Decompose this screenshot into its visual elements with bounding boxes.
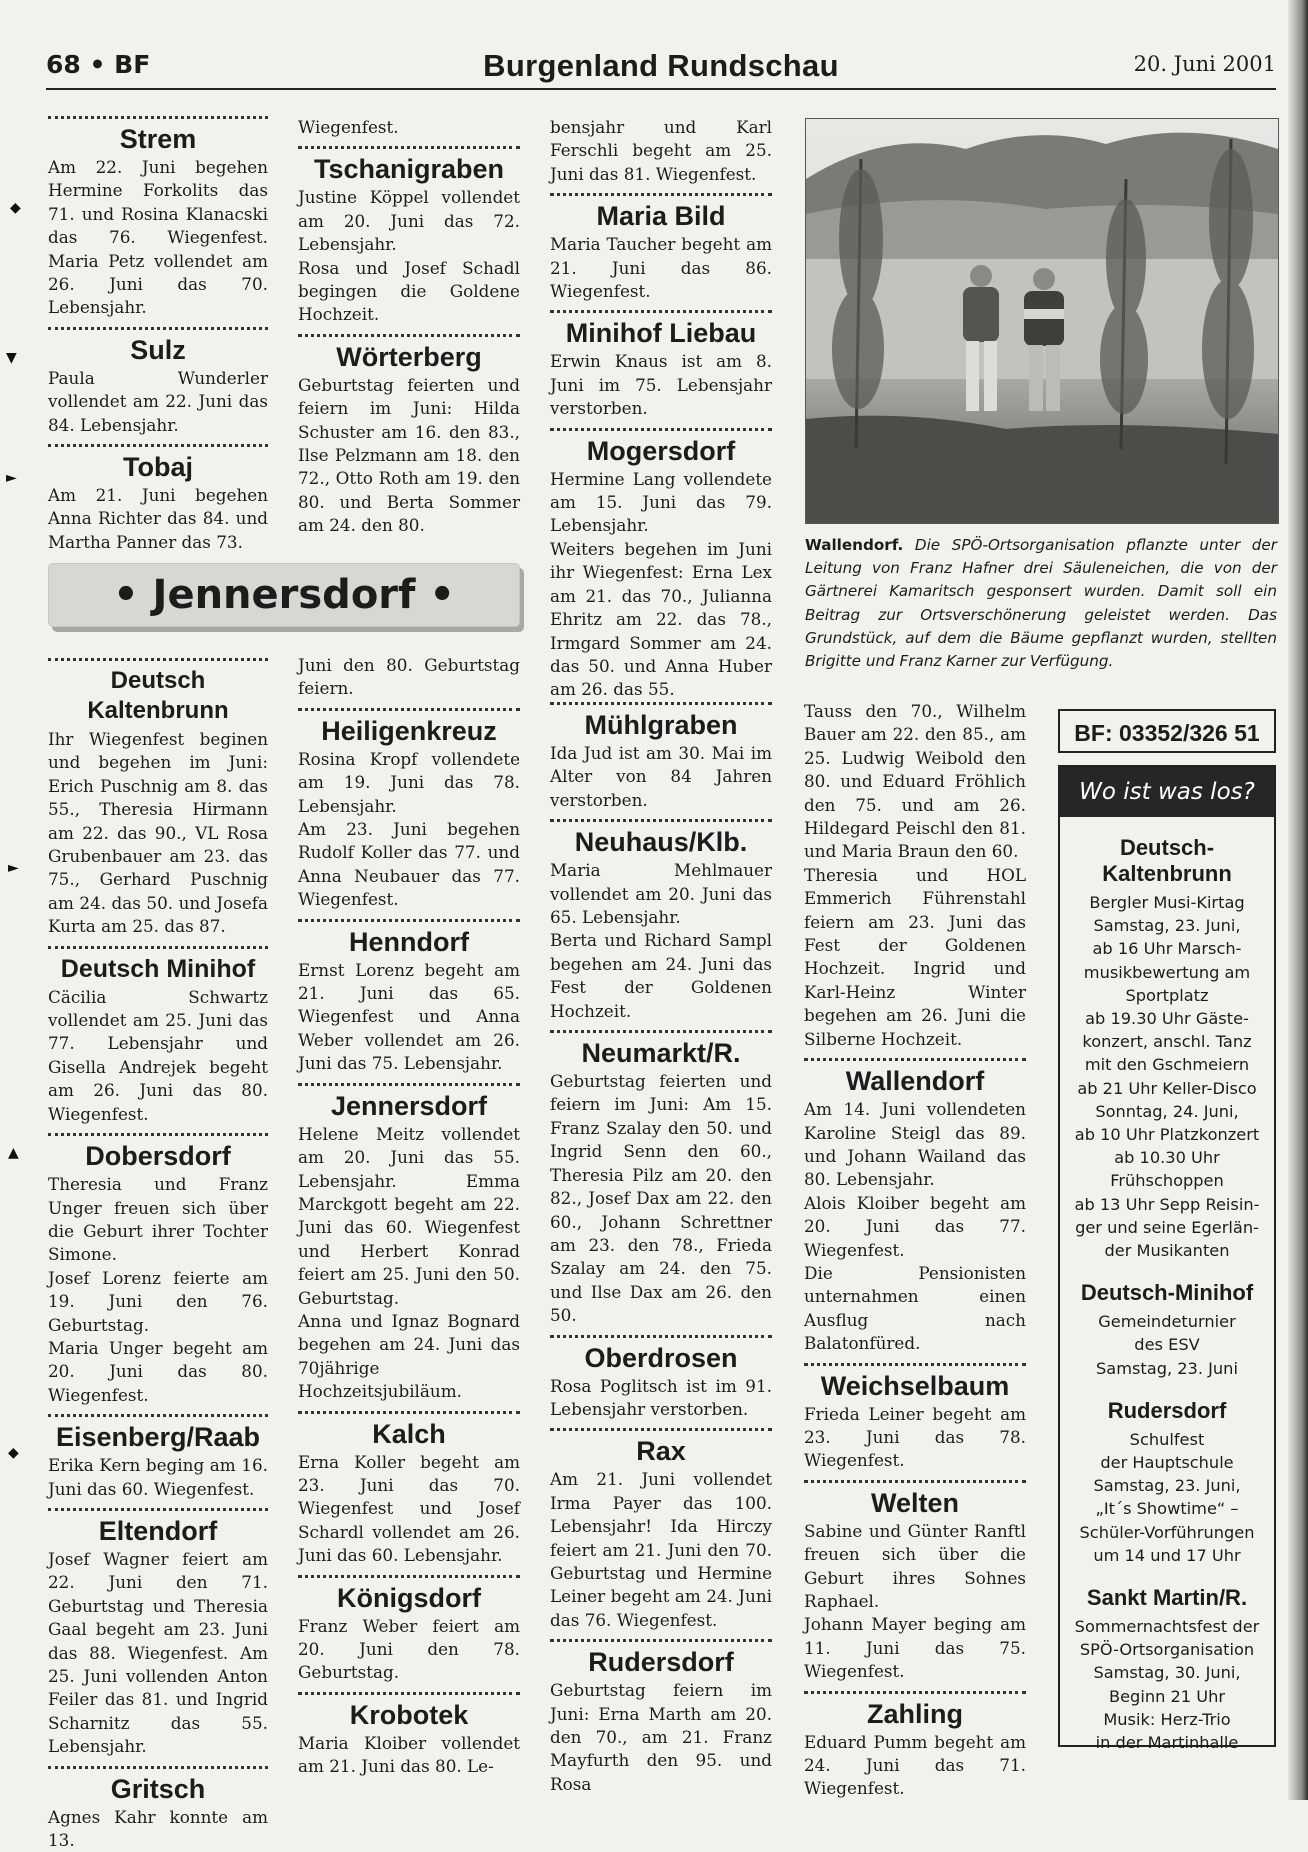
- section-wallendorf: [804, 1058, 1026, 1355]
- section-text: Erna Koller begeht am 23. Juni das 70. Wiegenfest und Josef Schardl vollendet am 26. Juni das 60. Lebensjahr.: [298, 1451, 520, 1566]
- section-text: Ihr Wiegenfest beginen und begehen im Juni: Erich Puschnig am 8. das 55., Theresia Hirmann am 22. das 90., VL Rosa Grubenbauer am 23. das 75., Gerhard Puschnig am 24. das 50. und Josefa Kurta am 25. das 87.: [48, 729, 268, 937]
- continued-text: Tauss den 70., Wilhelm Bauer am 22. den 85., am 25. Ludwig Weibold den 80. und Eduard Fröhlich den 75. und am 26. Hildegard Peischl den 81. und Maria Braun den 60.: [804, 701, 1026, 862]
- event-place: Rudersdorf: [1107, 1397, 1227, 1423]
- event-line: Schulfest: [1129, 1429, 1205, 1449]
- section-title: Welten: [870, 1487, 959, 1518]
- section-minihof-liebau: [550, 310, 772, 420]
- section-title: Tschanigraben: [313, 154, 505, 185]
- event-deutsch-minihof: [1060, 1280, 1274, 1380]
- event-line: Beginn 21 Uhr: [1108, 1686, 1225, 1706]
- section-title: Sulz: [130, 334, 186, 365]
- section-title: Maria Bild: [596, 201, 726, 232]
- section-text: Anna und Ignaz Bognard begehen am 24. Juni das 70jährige Hochzeitsjubiläum.: [298, 1310, 520, 1402]
- section-text: Maria Taucher begeht am 21. Juni das 86. Wiegenfest.: [550, 234, 772, 302]
- section-maria-bild: [550, 193, 772, 303]
- section-text: Geburtstag feierten und feiern im Juni: Am 15. Franz Szalay den 50. und Ingrid Senn den 60., Theresia Pilz am 20. den 82., Josef Dax am 22. den 60., Johann Schrettner am 23. den 78., Frieda Szalay am 24. den 75. und Ilse Dax am 26. den 50.: [550, 1071, 772, 1326]
- column-3-bottom: [550, 702, 772, 1794]
- section-text: Rosa Poglitsch ist im 91. Lebensjahr verstorben.: [550, 1375, 772, 1419]
- photo-caption: [805, 534, 1277, 673]
- section-title: Henndorf: [349, 926, 469, 957]
- section-text: Rosina Kropf vollendete am 19. Juni das 78. Lebensjahr.: [298, 748, 520, 816]
- section-title: Zahling: [867, 1698, 963, 1729]
- event-line: Sommernachtsfest der: [1074, 1617, 1260, 1637]
- column-1-bottom: [48, 658, 268, 1851]
- section-text: Erwin Knaus ist am 8. Juni im 75. Lebensjahr verstorben.: [550, 351, 772, 419]
- section-text: Am 23. Juni begehen Rudolf Koller das 77. und Anna Neubauer das 77. Wiegenfest.: [298, 819, 520, 910]
- continued-text: Juni den 80. Geburtstag feiern.: [298, 655, 520, 699]
- event-line: um 14 und 17 Uhr: [1093, 1545, 1241, 1565]
- section-title: Weichselbaum: [820, 1370, 1010, 1401]
- page-number: 68 • BF: [46, 50, 151, 79]
- caption-lead: Wallendorf.: [805, 536, 904, 554]
- section-gritsch: [48, 1766, 268, 1852]
- district-banner: [48, 563, 520, 627]
- section-text: Alois Kloiber begeht am 20. Juni das 77. Wiegenfest.: [804, 1192, 1026, 1260]
- section-text: Am 21. Juni begehen Anna Richter das 84. und Martha Panner das 73.: [48, 485, 268, 552]
- scan-edge-shadow: [1288, 0, 1308, 1800]
- section-text: Die Pensionisten unternahmen einen Ausflug nach Balatonfüred.: [804, 1262, 1026, 1354]
- section-text: Geburtstag feierten und feiern im Juni: Hilda Schuster am 16. den 83., Ilse Pelzmann am 18. den 72., Otto Roth am 19. den 80. und Berta Sommer am 24. den 80.: [298, 374, 520, 536]
- continued-text: Wiegenfest.: [298, 117, 399, 137]
- section-text: Sabine und Günter Ranftl freuen sich über die Geburt ihres Sohnes Raphael.: [804, 1520, 1026, 1611]
- page-header: [46, 44, 1276, 90]
- section-title: Minihof Liebau: [565, 318, 757, 349]
- section-title: Wallendorf: [845, 1066, 985, 1097]
- section-text: Josef Lorenz feierte am 19. Juni den 76. Geburtstag.: [48, 1267, 268, 1335]
- section-title: Jennersdorf: [330, 1090, 488, 1121]
- section-title: Strem: [119, 124, 197, 154]
- section-text: Ida Jud ist am 30. Mai im Alter von 84 Jahren verstorben.: [550, 743, 772, 810]
- section-title: Rudersdorf: [588, 1647, 734, 1678]
- event-line: ab 16 Uhr Marsch-: [1092, 939, 1242, 959]
- newspaper-title: Burgenland Rundschau: [483, 48, 839, 83]
- section-text: Helene Meitz vollendet am 20. Juni das 55. Lebensjahr. Emma Marckgott begeht am 22. Juni das 60. Wiegenfest und Herbert Konrad feiert am 25. Juni den 50. Geburtstag.: [298, 1123, 520, 1308]
- section-text: Rosa und Josef Schadl begingen die Goldene Hochzeit.: [298, 257, 520, 325]
- section-title: Oberdrosen: [584, 1342, 738, 1373]
- section-title: Mühlgraben: [584, 710, 738, 740]
- event-line: „It´s Showtime“ –: [1095, 1499, 1239, 1519]
- section-text: Berta und Richard Sampl begehen am 24. Juni das Fest der Goldenen Hochzeit.: [550, 930, 772, 1021]
- event-place: Sankt Martin/R.: [1086, 1585, 1248, 1611]
- binding-mark-icon: ◆: [10, 200, 21, 216]
- binding-mark-icon: ►: [6, 470, 17, 486]
- section-zahling: [804, 1691, 1026, 1801]
- photo-tree-planting: [805, 118, 1279, 524]
- event-line: mit den Gschmeiern: [1084, 1055, 1250, 1075]
- continued-text: Theresia und HOL Emmerich Führenstahl feiern am 23. Juni das Fest der Goldenen Hochzeit. Ingrid und Karl-Heinz Winter begehen am 26. Juni die Silberne Hochzeit.: [804, 864, 1026, 1049]
- section-text: Cäcilia Schwartz vollendet am 25. Juni das 77. Lebensjahr und Gisella Andrejek begeht am 26. Juni das 80. Wiegenfest.: [48, 986, 268, 1124]
- section-title: Königsdorf: [337, 1582, 481, 1613]
- event-line: ab 10 Uhr Platzkonzert: [1074, 1125, 1260, 1145]
- section-title: Neumarkt/R.: [581, 1038, 741, 1069]
- section-title: Kalch: [372, 1418, 446, 1449]
- binding-mark-icon: ▲: [8, 1145, 19, 1161]
- section-title: Mogersdorf: [586, 435, 736, 466]
- section-text: Josef Wagner feiert am 22. Juni den 71. Geburtstag und Theresia Gaal begeht am 23. Juni das 88. Wiegenfest. Am 25. Juni vollenden Anton Feiler das 81. und Ingrid Scharnitz das 55. Lebensjahr.: [48, 1548, 268, 1757]
- section-mogersdorf: [550, 428, 772, 702]
- section-title: Dobersdorf: [85, 1141, 231, 1172]
- section-text: Geburtstag feiern im Juni: Erna Marth am 20. den 70., am 21. Franz Mayfurth den 95. und Rosa: [550, 1680, 772, 1794]
- section-deutsch-kaltenbrunn: [48, 658, 268, 939]
- event-line: Musik: Herz-Trio: [1103, 1709, 1231, 1729]
- binding-mark-icon: ►: [8, 860, 19, 876]
- section-woerterberg: [298, 334, 520, 538]
- section-text: Am 21. Juni vollendet Irma Payer das 100. Lebensjahr! Ida Hirczy feiert am 21. Juni den 70. Geburtstag und Hermine Leiner begeht am 24. Juni das 76. Wiegenfest.: [550, 1469, 772, 1630]
- event-line: Bergler Musi-Kirtag: [1089, 893, 1245, 912]
- section-heiligenkreuz: [298, 708, 520, 912]
- section-text: Paula Wunderler vollendet am 22. Juni das 84. Lebensjahr.: [48, 367, 268, 435]
- phone-number-box: BF: 03352/326 51: [1058, 709, 1276, 753]
- section-welten: [804, 1480, 1026, 1684]
- section-text: Franz Weber feiert am 20. Juni den 78. Geburtstag.: [298, 1615, 520, 1683]
- event-line: Samstag, 23. Juni,: [1093, 916, 1241, 936]
- column-2-top: [298, 116, 520, 546]
- continued-text: bensjahr und Karl Ferschli begeht am 25. Juni das 81. Wiegenfest.: [550, 117, 772, 184]
- event-line: in der Martinhalle: [1095, 1733, 1239, 1753]
- section-eltendorf: [48, 1508, 268, 1759]
- event-deutsch-kaltenbrunn: [1060, 835, 1274, 1262]
- section-title: Krobotek: [349, 1699, 469, 1730]
- section-krobotek: [298, 1692, 520, 1779]
- section-text: Eduard Pumm begeht am 24. Juni das 71. Wiegenfest.: [804, 1731, 1026, 1799]
- event-line: ab 19.30 Uhr Gäste-: [1085, 1009, 1249, 1029]
- section-text: Maria Mehlmauer vollendet am 20. Juni das 65. Lebensjahr.: [550, 860, 772, 928]
- event-line: Sonntag, 24. Juni,: [1095, 1101, 1239, 1121]
- binding-mark-icon: ▼: [6, 350, 17, 366]
- banner-title: • Jennersdorf •: [113, 572, 455, 618]
- section-title: Neuhaus/Klb.: [574, 827, 748, 858]
- section-title: Heiligenkreuz: [321, 715, 497, 746]
- event-line: Sportplatz: [1125, 985, 1209, 1005]
- section-text: Theresia und Franz Unger freuen sich über die Geburt ihrer Tochter Simone.: [48, 1174, 268, 1265]
- section-dobersdorf: [48, 1133, 268, 1407]
- section-sulz: [48, 327, 268, 437]
- section-text: Maria Unger begeht am 20. Juni das 80. Wiegenfest.: [48, 1337, 268, 1405]
- section-tschanigraben: [298, 146, 520, 326]
- section-deutsch-minihof: [48, 946, 268, 1126]
- section-jennersdorf: [298, 1083, 520, 1404]
- section-text: Johann Mayer beging am 11. Juni das 75. Wiegenfest.: [804, 1614, 1026, 1682]
- event-sankt-martin: [1060, 1585, 1274, 1754]
- event-place: Deutsch-Kaltenbrunn: [1102, 835, 1232, 886]
- event-rudersdorf: [1060, 1398, 1274, 1567]
- section-title: Deutsch Minihof: [60, 954, 256, 983]
- event-line: der Hauptschule: [1100, 1453, 1234, 1473]
- section-muehlgraben: [550, 702, 772, 812]
- section-koenigsdorf: [298, 1575, 520, 1685]
- events-box: [1058, 765, 1276, 1753]
- section-henndorf: [298, 919, 520, 1076]
- section-eisenberg-raab: [48, 1414, 268, 1501]
- section-rudersdorf: [550, 1639, 772, 1796]
- section-text: Ernst Lorenz begeht am 21. Juni das 65. Wiegenfest und Anna Weber vollendet am 26. Juni das 75. Lebensjahr.: [298, 959, 520, 1074]
- events-box-title: Wo ist was los?: [1060, 767, 1274, 817]
- section-title: Rax: [636, 1436, 686, 1467]
- section-title: Tobaj: [123, 452, 193, 483]
- event-line: SPÖ-Ortsorganisation: [1079, 1640, 1255, 1660]
- column-3-top: [550, 116, 772, 704]
- column-2-bottom: [298, 654, 520, 1777]
- event-line: musikbewertung am: [1083, 962, 1251, 982]
- section-text: Hermine Lang vollendete am 15. Juni das 79. Lebensjahr.: [550, 468, 772, 536]
- issue-date: 20. Juni 2001: [1133, 52, 1276, 76]
- section-rax: [550, 1428, 772, 1632]
- section-text: Agnes Kahr konnte am 13.: [48, 1806, 268, 1851]
- section-oberdrosen: [550, 1335, 772, 1422]
- section-text: Justine Köppel vollendet am 20. Juni das 72. Lebensjahr.: [298, 187, 520, 255]
- event-line: Gemeindeturnier: [1098, 1312, 1236, 1332]
- section-text: Maria Kloiber vollendet am 21. Juni das 80. Le-: [298, 1732, 520, 1777]
- section-kalch: [298, 1411, 520, 1568]
- event-line: des ESV: [1134, 1335, 1200, 1355]
- column-4-bottom: [804, 700, 1026, 1799]
- section-text: Am 22. Juni begehen Hermine Forkolits das 71. und Rosina Klanacski das 76. Wiegenfest. Maria Petz vollendet am 26. Juni das 70. Lebensjahr.: [48, 157, 268, 318]
- section-neuhaus-klb: [550, 819, 772, 1023]
- section-text: Frieda Leiner begeht am 23. Juni das 78. Wiegenfest.: [804, 1403, 1026, 1471]
- section-text: Weiters begehen im Juni ihr Wiegenfest: Erna Lex am 21. das 70., Julianna Ehritz am 22. das 78., Irmgard Sommer am 24. das 50. und Anna Huber am 26. das 55.: [550, 538, 772, 700]
- event-line: Samstag, 30. Juni,: [1093, 1663, 1241, 1683]
- section-text: Erika Kern beging am 16. Juni das 60. Wiegenfest.: [48, 1455, 268, 1499]
- caption-text: Die SPÖ-Ortsorganisation pflanzte unter der Leitung von Franz Hafner drei Säuleneichen, die von der Gärtnerei Kamaritsch gesponsert wurden. Damit soll ein Beitrag zur Ortsverschönerung geleistet werden. Das Grundstück, auf dem die Bäume gepflanzt wurden, stellten Brigitte und Franz Karner zur Verfügung.: [805, 536, 1278, 671]
- event-line: ger und seine Egerlän-: [1075, 1217, 1259, 1237]
- event-line: Schüler-Vorführungen: [1079, 1522, 1255, 1542]
- event-line: Samstag, 23. Juni,: [1093, 1476, 1241, 1496]
- event-line: der Musikanten: [1104, 1241, 1230, 1261]
- column-1-top: [48, 116, 268, 552]
- event-line: Samstag, 23. Juni: [1096, 1358, 1238, 1378]
- section-weichselbaum: [804, 1363, 1026, 1473]
- event-line: konzert, anschl. Tanz: [1082, 1032, 1252, 1052]
- binding-mark-icon: ◆: [8, 1445, 19, 1461]
- section-title: Eisenberg/Raab: [55, 1422, 261, 1453]
- section-title: Wörterberg: [336, 341, 482, 372]
- section-title: Gritsch: [110, 1773, 206, 1804]
- section-strem: [48, 116, 268, 320]
- section-text: Am 14. Juni vollendeten Karoline Steigl das 89. und Johann Wailand das 80. Lebensjahr.: [804, 1099, 1026, 1190]
- event-line: ab 10.30 Uhr: [1114, 1148, 1220, 1168]
- section-title: Deutsch Kaltenbrunn: [87, 667, 229, 724]
- photo-image: [806, 119, 1278, 523]
- event-line: ab 21 Uhr Keller-Disco: [1077, 1078, 1257, 1098]
- section-title: Eltendorf: [98, 1515, 218, 1546]
- event-place: Deutsch-Minihof: [1080, 1280, 1254, 1306]
- section-neumarkt-r: [550, 1030, 772, 1327]
- section-tobaj: [48, 444, 268, 554]
- event-line: Frühschoppen: [1110, 1171, 1224, 1191]
- event-line: ab 13 Uhr Sepp Reisin-: [1074, 1194, 1260, 1214]
